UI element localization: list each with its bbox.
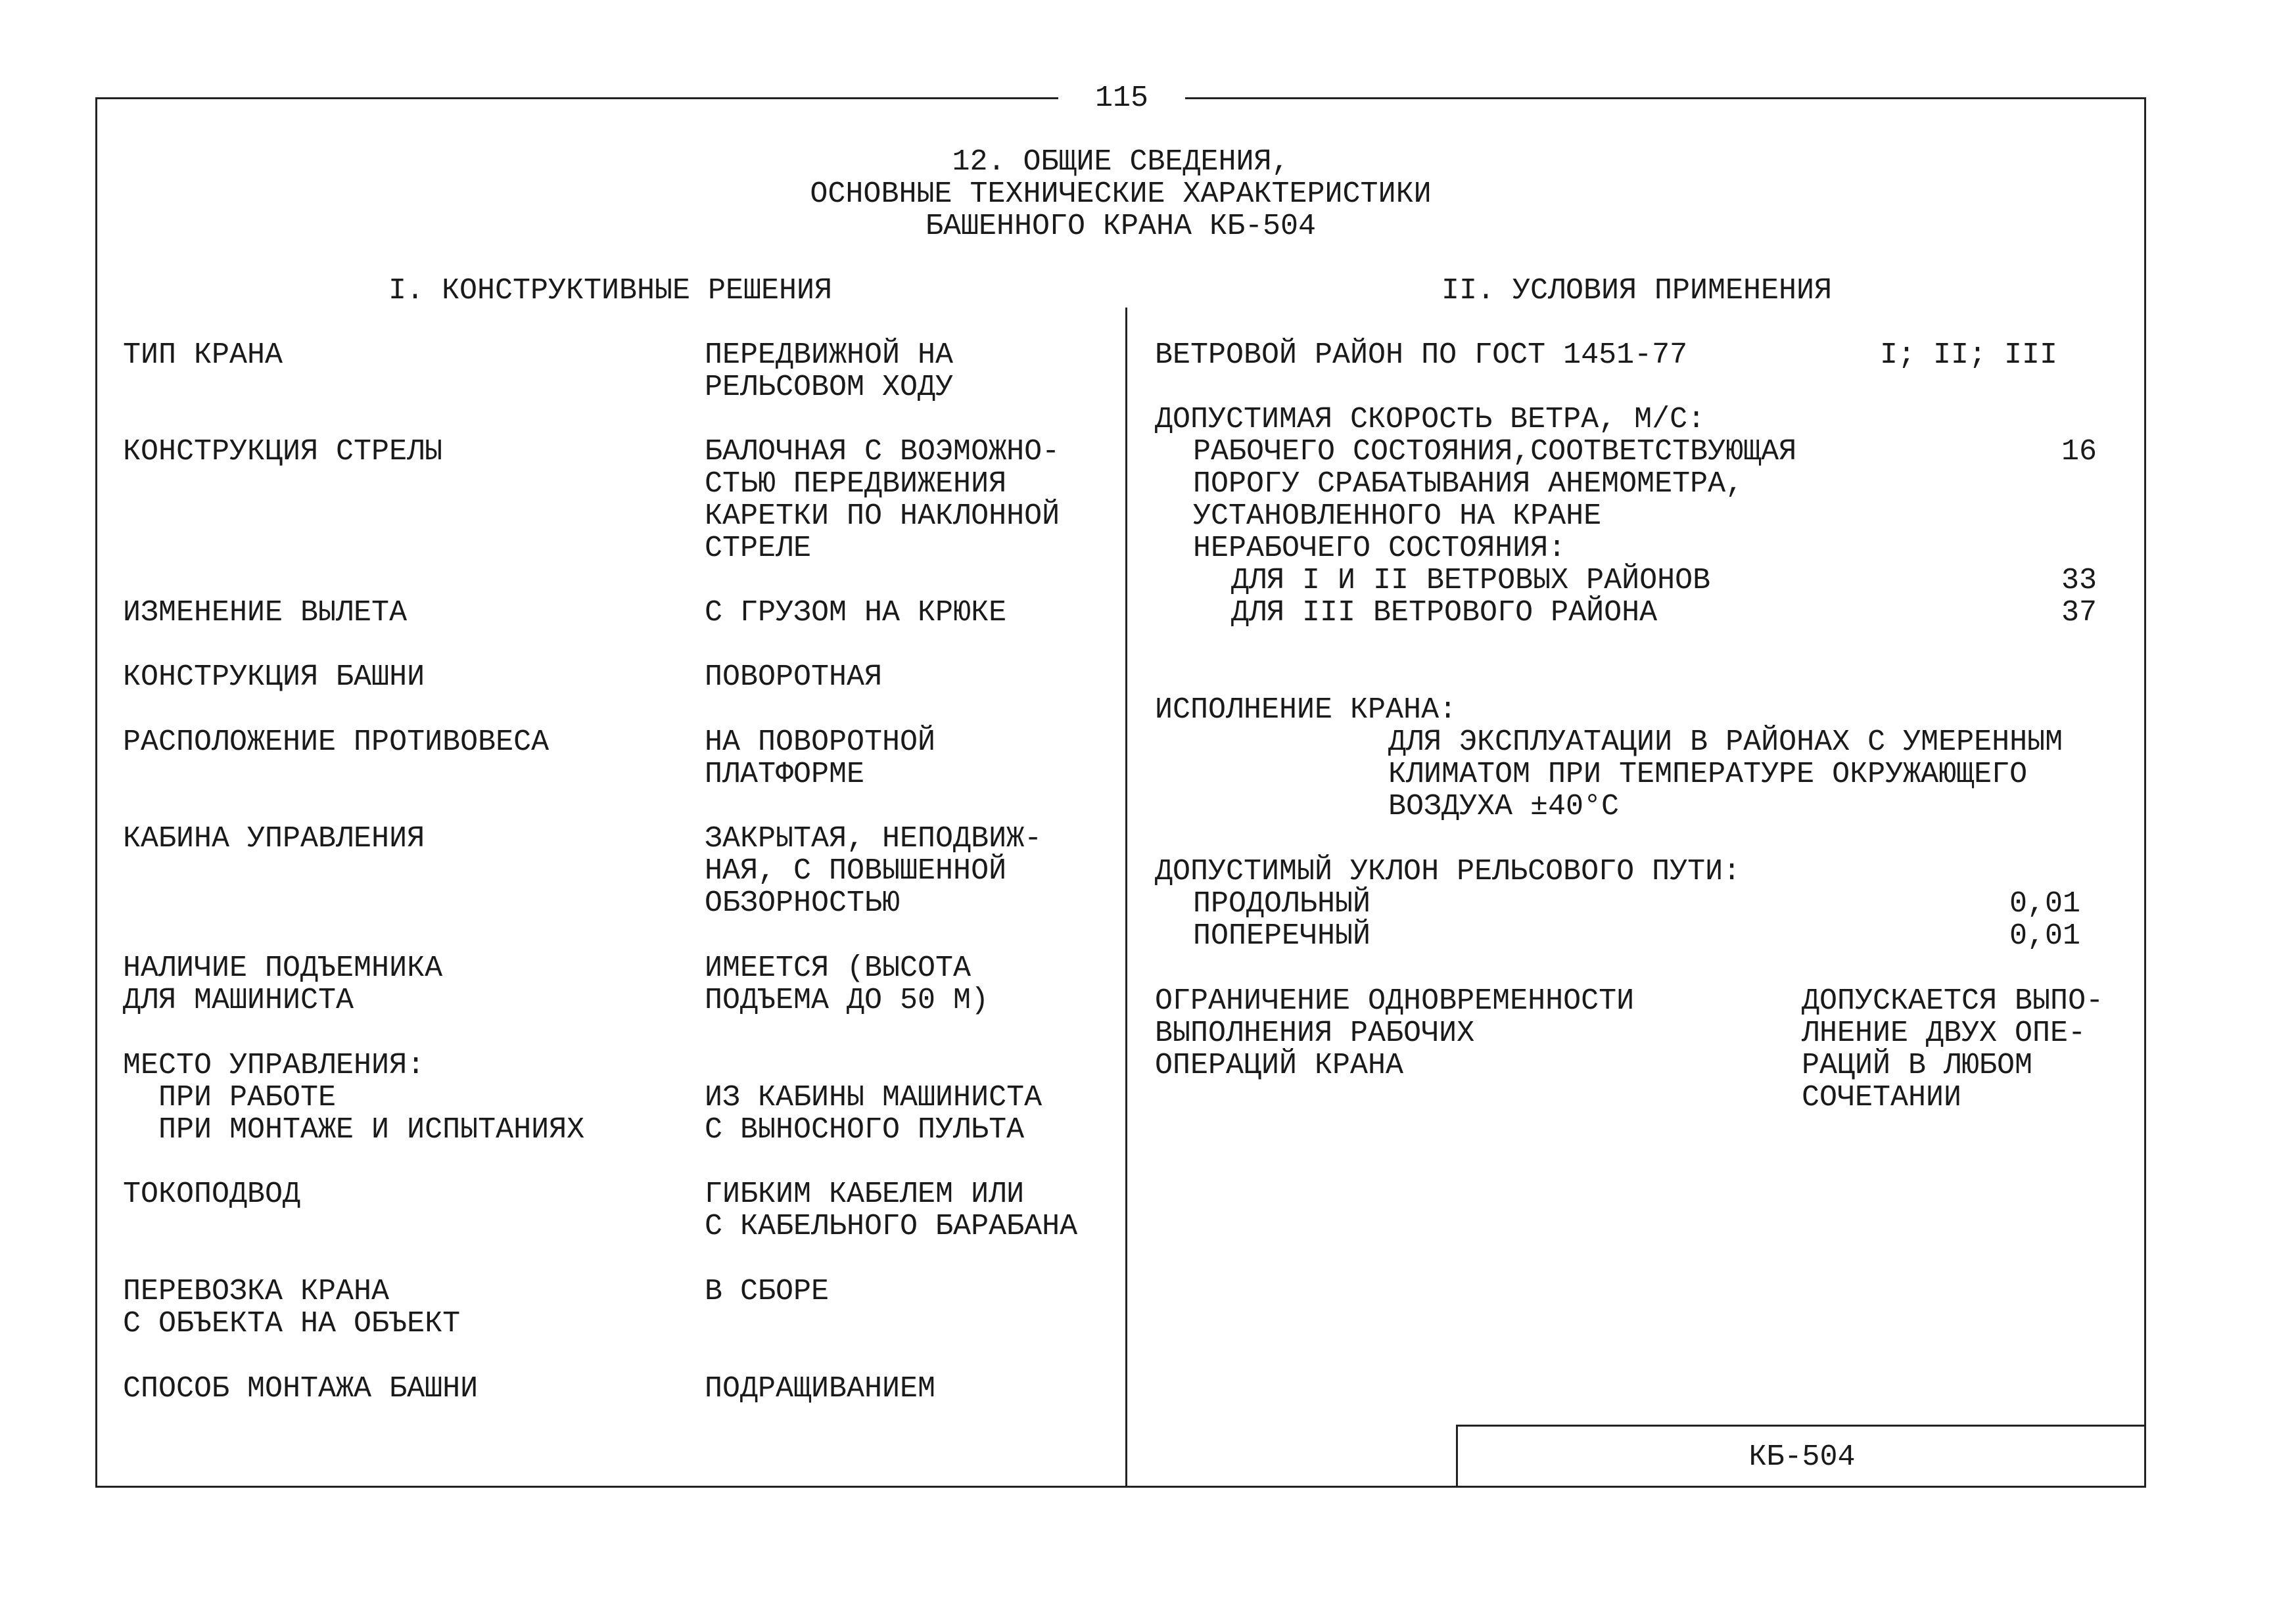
row-5-value-line-2: ПЛАТФОРМЕ xyxy=(705,758,865,791)
row-10-label-line-2: С ОБЪЕКТА НА ОБЪЕКТ xyxy=(123,1307,461,1341)
execution-line-3: ВОЗДУХА ±40°С xyxy=(1388,790,1620,823)
row-4-value-line-1: ПОВОРОТНАЯ xyxy=(705,660,883,694)
wind-region-value: I; II; III xyxy=(1880,338,2058,372)
section-1-heading: I. КОНСТРУКТИВНЫЕ РЕШЕНИЯ xyxy=(388,274,833,308)
row-10-value-line-1: В СБОРЕ xyxy=(705,1275,830,1308)
region-3-label: ДЛЯ III ВЕТРОВОГО РАЙОНА xyxy=(1231,596,1658,630)
slope-heading: ДОПУСТИМЫЙ УКЛОН РЕЛЬСОВОГО ПУТИ: xyxy=(1155,855,1741,888)
row-6-value-line-3: ОБЗОРНОСТЬЮ xyxy=(705,886,901,920)
slope-transverse-label: ПОПЕРЕЧНЫЙ xyxy=(1193,919,1371,953)
limit-value-line-2: ЛНЕНИЕ ДВУХ ОПЕ- xyxy=(1802,1017,2086,1050)
limit-label-line-1: ОГРАНИЧЕНИЕ ОДНОВРЕМЕННОСТИ xyxy=(1155,984,1635,1018)
slope-longitudinal-value: 0,01 xyxy=(2009,887,2080,921)
column-divider xyxy=(1125,308,1127,1488)
row-11-value-line-1: ПОДРАЩИВАНИЕМ xyxy=(705,1372,936,1406)
row-2-value-line-4: СТРЕЛЕ xyxy=(705,532,812,565)
slope-longitudinal-label: ПРОДОЛЬНЫЙ xyxy=(1193,887,1371,921)
row-8-label-line-2: ПРИ РАБОТЕ xyxy=(123,1081,337,1114)
row-9-value-line-1: ГИБКИМ КАБЕЛЕМ ИЛИ xyxy=(705,1178,1025,1211)
row-2-value-line-2: СТЬЮ ПЕРЕДВИЖЕНИЯ xyxy=(705,467,1007,501)
row-2-label-line-1: КОНСТРУКЦИЯ СТРЕЛЫ xyxy=(123,435,443,469)
row-6-label-line-1: КАБИНА УПРАВЛЕНИЯ xyxy=(123,822,425,856)
row-8-value-line-3: С ВЫНОСНОГО ПУЛЬТА xyxy=(705,1113,1025,1147)
row-8-value-line-2: ИЗ КАБИНЫ МАШИНИСТА xyxy=(705,1081,1043,1114)
limit-value-line-3: РАЦИЙ В ЛЮБОМ xyxy=(1802,1049,2033,1082)
row-8-label-line-1: МЕСТО УПРАВЛЕНИЯ: xyxy=(123,1049,425,1082)
row-7-label-line-2: ДЛЯ МАШИНИСТА xyxy=(123,984,354,1017)
wind-region-label: ВЕТРОВОЙ РАЙОН ПО ГОСТ 1451-77 xyxy=(1155,338,1688,372)
row-5-label-line-1: РАСПОЛОЖЕНИЕ ПРОТИВОВЕСА xyxy=(123,725,550,759)
row-2-value-line-1: БАЛОЧНАЯ С ВОЭМОЖНО- xyxy=(705,435,1060,469)
slope-transverse-value: 0,01 xyxy=(2009,919,2080,953)
title-line-1: 12. ОБЩИЕ СВЕДЕНИЯ, xyxy=(952,145,1290,179)
working-state-value: 16 xyxy=(2061,435,2097,469)
row-3-value-line-1: С ГРУЗОМ НА КРЮКЕ xyxy=(705,596,1007,630)
row-1-value-line-1: ПЕРЕДВИЖНОЙ НА xyxy=(705,338,954,372)
row-2-value-line-3: КАРЕТКИ ПО НАКЛОННОЙ xyxy=(705,499,1060,533)
working-state-line-1: РАБОЧЕГО СОСТОЯНИЯ,СООТВЕТСТВУЮЩАЯ xyxy=(1193,435,1797,469)
row-1-value-line-2: РЕЛЬСОВОМ ХОДУ xyxy=(705,371,954,404)
row-7-value-line-1: ИМЕЕТСЯ (ВЫСОТА xyxy=(705,952,972,985)
non-working-heading: НЕРАБОЧЕГО СОСТОЯНИЯ: xyxy=(1193,532,1566,565)
section-2-heading: II. УСЛОВИЯ ПРИМЕНЕНИЯ xyxy=(1441,274,1833,308)
row-9-value-line-2: С КАБЕЛЬНОГО БАРАБАНА xyxy=(705,1210,1078,1243)
page-number: 115 xyxy=(1058,81,1185,116)
working-state-line-2: ПОРОГУ СРАБАТЫВАНИЯ АНЕМОМЕТРА, xyxy=(1193,467,1744,501)
row-6-value-line-2: НАЯ, С ПОВЫШЕННОЙ xyxy=(705,854,1007,888)
stamp-box xyxy=(1456,1425,2146,1488)
row-3-label-line-1: ИЗМЕНЕНИЕ ВЫЛЕТА xyxy=(123,596,408,630)
working-state-line-3: УСТАНОВЛЕННОГО НА КРАНЕ xyxy=(1193,499,1602,533)
row-4-label-line-1: КОНСТРУКЦИЯ БАШНИ xyxy=(123,660,425,694)
row-5-value-line-1: НА ПОВОРОТНОЙ xyxy=(705,725,936,759)
row-6-value-line-1: ЗАКРЫТАЯ, НЕПОДВИЖ- xyxy=(705,822,1043,856)
row-1-label-line-1: ТИП КРАНА xyxy=(123,338,283,372)
execution-line-1: ДЛЯ ЭКСПЛУАТАЦИИ В РАЙОНАХ С УМЕРЕННЫМ xyxy=(1388,725,2063,759)
limit-label-line-3: ОПЕРАЦИЙ КРАНА xyxy=(1155,1049,1404,1082)
region-1-2-value: 33 xyxy=(2061,564,2097,597)
limit-label-line-2: ВЫПОЛНЕНИЯ РАБОЧИХ xyxy=(1155,1017,1475,1050)
region-3-value: 37 xyxy=(2061,596,2097,630)
execution-heading: ИСПОЛНЕНИЕ КРАНА: xyxy=(1155,693,1457,727)
row-11-label-line-1: СПОСОБ МОНТАЖА БАШНИ xyxy=(123,1372,479,1406)
limit-value-line-1: ДОПУСКАЕТСЯ ВЫПО- xyxy=(1802,984,2104,1018)
wind-speed-heading: ДОПУСТИМАЯ СКОРОСТЬ ВЕТРА, М/С: xyxy=(1155,403,1706,436)
execution-line-2: КЛИМАТОМ ПРИ ТЕМПЕРАТУРЕ ОКРУЖАЮЩЕГО xyxy=(1388,758,2028,791)
row-9-label-line-1: ТОКОПОДВОД xyxy=(123,1178,301,1211)
region-1-2-label: ДЛЯ I И II ВЕТРОВЫХ РАЙОНОВ xyxy=(1231,564,1711,597)
row-7-value-line-2: ПОДЪЕМА ДО 50 М) xyxy=(705,984,989,1017)
title-line-2: ОСНОВНЫЕ ТЕХНИЧЕСКИЕ ХАРАКТЕРИСТИКИ xyxy=(810,177,1432,211)
row-7-label-line-1: НАЛИЧИЕ ПОДЪЕМНИКА xyxy=(123,952,443,985)
stamp-label: КБ-504 xyxy=(1748,1440,1856,1474)
limit-value-line-4: СОЧЕТАНИИ xyxy=(1802,1081,1962,1114)
row-8-label-line-3: ПРИ МОНТАЖЕ И ИСПЫТАНИЯХ xyxy=(123,1113,585,1147)
title-line-3: БАШЕННОГО КРАНА КБ-504 xyxy=(925,210,1317,243)
row-10-label-line-1: ПЕРЕВОЗКА КРАНА xyxy=(123,1275,390,1308)
